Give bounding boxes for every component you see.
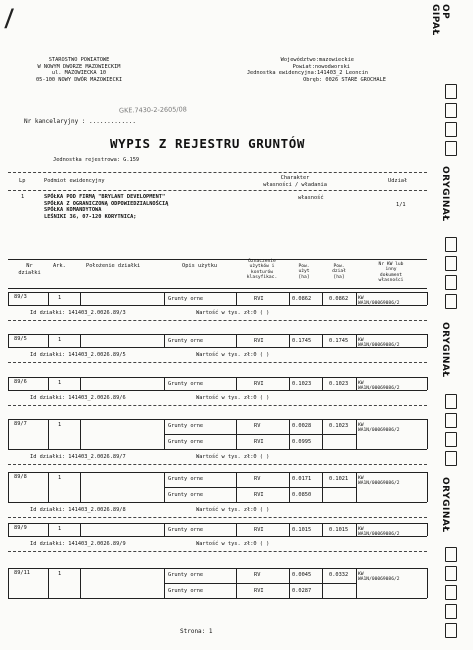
parcel-col-separator: [356, 568, 357, 598]
parcel-header-top-rule: [8, 259, 427, 260]
parcel-col-separator: [356, 419, 357, 449]
parcel-id-rule: [8, 551, 427, 552]
parcel-total-area: 0.1023: [329, 423, 349, 429]
parcel-use-area: 0.0028: [292, 423, 312, 429]
parcel-col-separator: [427, 334, 428, 347]
parcel-col-separator: [48, 292, 49, 305]
parcel-col-separator: [48, 334, 49, 347]
parcel-col-separator: [356, 334, 357, 347]
parcel-col-area-parcel-2: dział: [332, 269, 346, 275]
office-number: Nr kancelaryjny : .............: [24, 118, 136, 125]
parcel-nr: 89/8: [14, 474, 27, 480]
owner-lp: 1: [21, 194, 25, 200]
parcel-col-separator: [236, 292, 237, 305]
parcel-kw: [358, 338, 400, 349]
parcel-col-separator: [48, 377, 49, 390]
parcel-col-separator: [322, 334, 323, 347]
parcel-col-area-parcel: [322, 264, 356, 280]
parcel-use-area: 0.0045: [292, 572, 312, 578]
parcel-value: Wartość w tys. zł:0 ( ): [196, 310, 270, 316]
parcel-col-separator: [356, 523, 357, 536]
case-stamp: GKE.7430-2-2605/08: [118, 105, 187, 115]
parcel-col-nr-2: działki: [18, 269, 41, 276]
side-stamp-box: [445, 275, 457, 290]
parcel-kw-prefix: KW: [358, 572, 364, 577]
parcel-nr: 89/6: [14, 379, 27, 385]
side-stamp-word: ORYGINAŁ: [440, 322, 450, 378]
parcel-use: Grunty orne: [168, 527, 204, 533]
parcel-col-area-use: [289, 264, 319, 280]
parcel-col-class: [236, 259, 288, 281]
side-stamp-box: [445, 566, 457, 581]
parcel-kw-number: WA1N/00069086/2: [358, 532, 400, 538]
parcel-use-area: 0.0287: [292, 588, 312, 594]
parcel-col-separator: [356, 377, 357, 390]
side-stamp-box: [445, 623, 457, 638]
county: Powiat:nowodworski: [292, 63, 350, 70]
parcel-row-top: [8, 419, 427, 420]
parcel-col-area-use-3: [ha]: [298, 274, 310, 280]
parcel-col-area-parcel-3: [ha]: [333, 274, 345, 280]
owner-col-character-2: własności / władania: [263, 181, 327, 188]
parcel-ark: 1: [58, 571, 62, 577]
parcel-id: Id działki: 141403_2.0026.89/7: [30, 454, 126, 460]
parcel-class: RVI: [254, 588, 264, 594]
parcel-col-class-4: klasyfikac.: [246, 275, 278, 281]
parcel-col-separator: [8, 523, 9, 536]
parcel-kw-prefix: KW: [358, 296, 364, 301]
parcel-id: Id działki: 141403_2.0026.89/8: [30, 507, 126, 513]
parcel-use-area: 0.0850: [292, 492, 312, 498]
side-stamp-box: [445, 84, 457, 99]
parcel-kw: [358, 296, 400, 307]
parcel-col-separator: [48, 568, 49, 598]
parcel-row-bottom: [8, 598, 427, 599]
parcel-class: RV: [254, 476, 261, 482]
parcel-total-area: 0.1023: [329, 381, 349, 387]
parcel-col-class-2: użytków i: [249, 264, 275, 270]
parcel-nr: 89/7: [14, 421, 27, 427]
parcel-col-kw-3: dokument: [379, 272, 403, 278]
owner-col-subject: Podmiot ewidencyjny: [44, 178, 105, 184]
parcel-row-bottom: [8, 449, 427, 450]
parcel-kw-number: WA1N/00069086/2: [358, 577, 400, 583]
parcel-class: RVI: [254, 381, 264, 387]
side-stamp-box: [445, 256, 457, 271]
parcel-value: Wartość w tys. zł:0 ( ): [196, 454, 270, 460]
parcel-col-separator: [427, 472, 428, 502]
parcel-col-separator: [164, 377, 165, 390]
side-stamp-box: [445, 237, 457, 252]
parcel-col-ark: Ark.: [53, 263, 66, 269]
owner-name: [44, 194, 168, 220]
parcel-kw: [358, 423, 400, 434]
parcel-col-separator: [164, 523, 165, 536]
precinct: Obręb: 0026 STARE GROCHALE: [303, 76, 386, 83]
parcel-col-separator: [322, 377, 323, 390]
parcel-use-area: 0.1015: [292, 527, 312, 533]
parcel-use: Grunty orne: [168, 588, 204, 594]
parcel-kw-prefix: KW: [358, 381, 364, 386]
parcel-col-separator: [80, 334, 81, 347]
parcel-kw-number: WA1N/00069086/2: [358, 343, 400, 349]
owner-line: SPÓŁKA Z OGRANICZONĄ ODPOWIEDZIALNOŚCIĄ: [44, 200, 169, 207]
parcel-class: RVI: [254, 492, 264, 498]
parcel-total-area: 0.1015: [329, 527, 349, 533]
document-title: WYPIS Z REJESTRU GRUNTÓW: [110, 136, 306, 151]
parcel-kw: [358, 476, 400, 487]
parcel-nr: 89/5: [14, 336, 27, 342]
parcel-col-separator: [289, 334, 290, 347]
parcel-use-area: 0.0862: [292, 296, 312, 302]
parcel-id: Id działki: 141403_2.0026.89/3: [30, 310, 126, 316]
parcel-ark: 1: [58, 475, 62, 481]
parcel-col-separator: [164, 334, 165, 347]
parcel-col-class-3: konturów: [250, 269, 274, 275]
owner-col-character: [250, 175, 340, 188]
parcel-col-kw-4: własności: [378, 278, 404, 284]
parcel-col-separator: [236, 523, 237, 536]
parcel-col-separator: [80, 377, 81, 390]
side-stamp-box: [445, 585, 457, 600]
parcel-col-separator: [427, 419, 428, 449]
parcel-col-separator: [289, 523, 290, 536]
parcel-class: RVI: [254, 296, 264, 302]
parcel-col-separator: [48, 419, 49, 449]
issuer-line: W NOWYM DWORZE MAZOWIECKIM: [37, 63, 121, 70]
parcel-total-area: 0.0862: [329, 296, 349, 302]
parcel-use: Grunty orne: [168, 296, 204, 302]
parcel-col-nr-1: Nr: [26, 263, 33, 269]
parcel-use: Grunty orne: [168, 381, 204, 387]
parcel-col-separator: [356, 472, 357, 502]
page-number: Strona: 1: [180, 628, 213, 635]
parcel-col-separator: [80, 523, 81, 536]
parcel-col-separator: [427, 523, 428, 536]
parcel-use-area: 0.1023: [292, 381, 312, 387]
parcel-col-separator: [289, 377, 290, 390]
parcel-id: Id działki: 141403_2.0026.89/6: [30, 395, 126, 401]
parcel-class: RVI: [254, 527, 264, 533]
side-stamp-box: [445, 294, 457, 309]
parcel-row-bottom: [8, 502, 427, 503]
parcel-kw-prefix: KW: [358, 527, 364, 532]
issuer-line: ul. MAZOWIECKA 10: [51, 70, 107, 76]
parcel-use-area: 0.0171: [292, 476, 312, 482]
parcel-class: RV: [254, 423, 261, 429]
side-stamp-box: [445, 103, 457, 118]
parcel-id-rule: [8, 405, 427, 406]
side-stamp-box: [445, 451, 457, 466]
parcel-id-rule: [8, 362, 427, 363]
parcel-header-bottom-rule: [8, 288, 427, 289]
parcel-total-area: 0.1745: [329, 338, 349, 344]
parcel-col-area-use-2: użyt: [298, 269, 310, 275]
parcel-class: RVI: [254, 338, 264, 344]
parcel-use: Grunty orne: [168, 492, 204, 498]
side-stamp-box: [445, 413, 457, 428]
owner-col-character-1: Charakter: [280, 175, 310, 181]
parcel-row-top: [8, 523, 427, 524]
parcel-id-rule: [8, 320, 427, 321]
issuer-line: 05-100 NOWY DWÓR MAZOWIECKI: [35, 76, 123, 83]
parcel-col-separator: [236, 334, 237, 347]
parcel-ark: 1: [58, 380, 62, 386]
parcel-col-separator: [8, 377, 9, 390]
parcel-col-separator: [48, 472, 49, 502]
parcel-col-separator: [80, 419, 81, 449]
parcel-use-area: 0.0995: [292, 439, 312, 445]
parcel-nr: 89/9: [14, 525, 27, 531]
parcel-ark: 1: [58, 422, 62, 428]
parcel-col-separator: [80, 292, 81, 305]
parcel-value: Wartość w tys. zł:0 ( ): [196, 541, 270, 547]
parcel-use: Grunty orne: [168, 423, 204, 429]
parcel-id-rule: [8, 517, 427, 518]
parcel-col-separator: [80, 568, 81, 598]
parcel-id: Id działki: 141403_2.0026.89/5: [30, 352, 126, 358]
parcel-col-area-parcel-1: Pow.: [333, 264, 345, 269]
owner-character: własność: [298, 195, 324, 201]
owner-header-top-rule: [8, 172, 427, 173]
parcel-value: Wartość w tys. zł:0 ( ): [196, 507, 270, 513]
side-stamp-box: [445, 547, 457, 562]
owner-line: SPÓŁKA KOMANDYTOWA: [44, 207, 102, 213]
parcel-col-use: Opis użytku: [182, 263, 218, 269]
parcel-col-separator: [427, 568, 428, 598]
parcel-ark: 1: [58, 337, 62, 343]
parcel-use-separator: [164, 487, 356, 488]
owner-line: SPÓŁKA POD FIRMĄ "BRYLANT DEVELOPMENT": [44, 194, 166, 200]
parcel-col-location: Położenie działki: [86, 263, 141, 269]
parcel-col-class-1: Oznaczenie: [248, 259, 276, 264]
parcel-id: Id działki: 141403_2.0026.89/9: [30, 541, 126, 547]
parcel-col-separator: [356, 292, 357, 305]
parcel-col-separator: [8, 292, 9, 305]
registry-unit: Jednostka rejestrowa: G.159: [53, 157, 140, 163]
parcel-col-separator: [322, 292, 323, 305]
parcel-col-separator: [164, 292, 165, 305]
parcel-use: Grunty orne: [168, 338, 204, 344]
parcel-col-separator: [236, 377, 237, 390]
parcel-col-separator: [289, 292, 290, 305]
parcel-kw: [358, 572, 400, 583]
owner-col-lp: Lp: [19, 178, 26, 184]
parcel-class: RV: [254, 572, 261, 578]
side-stamp-word: ORYGINAŁ: [440, 477, 450, 533]
side-stamp-word: OP GIPAŁ: [430, 4, 450, 36]
parcel-col-separator: [8, 568, 9, 598]
parcel-use-separator: [164, 434, 356, 435]
voivodeship: Województwo:mazowieckie: [280, 57, 354, 63]
parcel-kw-number: WA1N/00069086/2: [358, 301, 400, 307]
parcel-value: Wartość w tys. zł:0 ( ): [196, 395, 270, 401]
parcel-row-top: [8, 377, 427, 378]
side-stamp-box: [445, 432, 457, 447]
parcel-col-separator: [48, 523, 49, 536]
side-stamp-box: [445, 141, 457, 156]
parcel-kw-number: WA1N/00069086/2: [358, 386, 400, 392]
parcel-col-separator: [80, 472, 81, 502]
parcel-use: Grunty orne: [168, 439, 204, 445]
location-block: [186, 57, 386, 83]
parcel-kw: [358, 381, 400, 392]
parcel-total-area: 0.0332: [329, 572, 349, 578]
parcel-use: Grunty orne: [168, 476, 204, 482]
parcel-col-kw-1: Nr KW lub: [378, 262, 404, 267]
corner-slash: /: [4, 4, 14, 32]
parcel-nr: 89/11: [14, 570, 30, 576]
parcel-ark: 1: [58, 295, 62, 301]
parcel-col-separator: [427, 377, 428, 390]
parcel-ark: 1: [58, 526, 62, 532]
parcel-row-top: [8, 334, 427, 335]
owner-header-bottom-rule: [8, 190, 427, 191]
owner-line: LEŚNIKI 36, 07-120 KORYTNICA;: [44, 213, 137, 220]
parcel-use-separator: [164, 583, 356, 584]
parcel-col-separator: [8, 419, 9, 449]
parcel-use-area: 0.1745: [292, 338, 312, 344]
parcel-use: Grunty orne: [168, 572, 204, 578]
parcel-kw-number: WA1N/00069086/2: [358, 481, 400, 487]
parcel-kw-prefix: KW: [358, 423, 364, 428]
parcel-id-rule: [8, 464, 427, 465]
parcel-total-area: 0.1021: [329, 476, 349, 482]
parcel-kw: [358, 527, 400, 538]
parcel-col-separator: [427, 292, 428, 305]
parcel-kw-number: WA1N/00069086/2: [358, 428, 400, 434]
parcel-row-top: [8, 568, 427, 569]
side-stamp-box: [445, 604, 457, 619]
issuer-block: [14, 57, 144, 83]
parcel-class: RVI: [254, 439, 264, 445]
parcel-col-area-use-1: Pow.: [298, 264, 310, 269]
parcel-col-separator: [8, 334, 9, 347]
parcel-col-kw: [358, 262, 424, 284]
parcel-col-separator: [8, 472, 9, 502]
parcel-col-nr: [12, 263, 47, 276]
parcel-value: Wartość w tys. zł:0 ( ): [196, 352, 270, 358]
side-stamp-strip: [430, 0, 467, 650]
parcel-kw-prefix: KW: [358, 338, 364, 343]
parcel-kw-prefix: KW: [358, 476, 364, 481]
side-stamp-word: ORYGINAŁ: [440, 166, 450, 222]
owner-share: 1/1: [396, 202, 406, 208]
evidence-unit: Jednostka ewidencyjna:141403_2 Leoncin: [246, 70, 368, 76]
parcel-col-separator: [322, 523, 323, 536]
parcel-row-top: [8, 472, 427, 473]
side-stamp-box: [445, 394, 457, 409]
parcel-nr: 89/3: [14, 294, 27, 300]
issuer-line: STAROSTWO POWIATOWE: [48, 57, 110, 63]
side-stamp-box: [445, 122, 457, 137]
owner-col-share: Udział: [388, 178, 408, 184]
parcel-col-kw-2: inny: [385, 267, 397, 273]
parcel-row-top: [8, 292, 427, 293]
